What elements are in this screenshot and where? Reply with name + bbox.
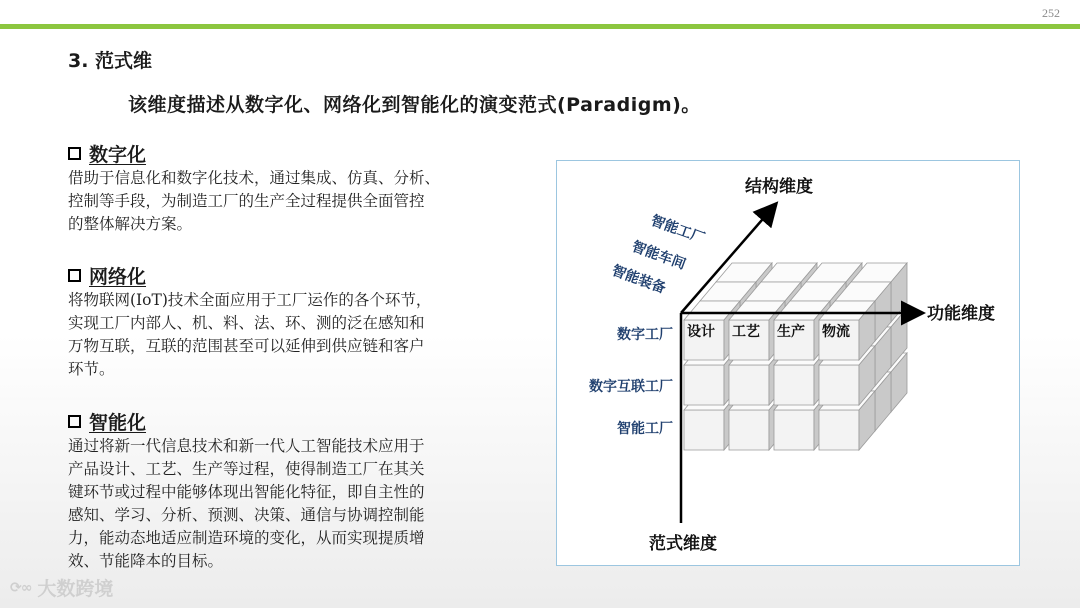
cube-front-face (729, 410, 769, 450)
section-header (68, 408, 554, 434)
structure-label-workshop: 智能车间 (629, 238, 688, 273)
function-label-design: 设计 (687, 324, 715, 340)
body-line: 键环节或过程中能够体现出智能化特征，即自主性的 (68, 483, 425, 501)
body-line: 将物联网(IoT)技术全面应用于工厂运作的各个环节， (68, 291, 432, 309)
section-digitalization (68, 140, 554, 236)
paradigm-axis-label: 范式维度 (649, 534, 717, 554)
body-line: 通过将新一代信息技术和新一代人工智能技术应用于 (68, 437, 425, 455)
function-axis-label: 功能维度 (927, 304, 995, 324)
body-line: 环节。 (68, 360, 115, 378)
slide-subtitle: 该维度描述从数字化、网络化到智能化的演变范式(Paradigm)。 (128, 94, 701, 116)
cube-front-face (684, 365, 724, 405)
function-label-logistics: 物流 (822, 324, 850, 340)
paradigm-label-intelligent: 智能工厂 (617, 421, 673, 437)
slide-title: 3. 范式维 (68, 50, 153, 72)
structure-label-equipment: 智能装备 (609, 262, 668, 297)
body-line: 力，能动态地适应制造环境的变化，从而实现提质增 (68, 529, 425, 547)
body-line: 的整体解决方案。 (68, 215, 193, 233)
square-bullet-icon (68, 269, 81, 282)
section-header (68, 140, 554, 166)
paradigm-label-connected: 数字互联工厂 (589, 379, 673, 395)
cube-front-face (774, 365, 814, 405)
page-number: 252 (1042, 6, 1060, 20)
cube-front-face (774, 410, 814, 450)
cube-front-face (729, 365, 769, 405)
section-intelligentization (68, 408, 554, 573)
section-title: 网络化 (89, 265, 147, 288)
body-line: 效、节能降本的目标。 (68, 552, 224, 570)
smart-manufacturing-cube-diagram (556, 160, 1020, 566)
section-title: 智能化 (89, 411, 147, 434)
watermark (10, 574, 113, 601)
section-body (68, 167, 554, 236)
section-body (68, 289, 554, 381)
body-line: 产品设计、工艺、生产等过程，使得制造工厂在其关 (68, 460, 425, 478)
cube-front-face (819, 410, 859, 450)
body-line: 万物互联，互联的范围甚至可以延伸到供应链和客户 (68, 337, 425, 355)
body-line: 感知、学习、分析、预测、决策、通信与协调控制能 (68, 506, 425, 524)
section-networking (68, 262, 554, 381)
function-label-process: 工艺 (732, 324, 760, 340)
section-title: 数字化 (89, 143, 147, 166)
body-line: 借助于信息化和数字化技术，通过集成、仿真、分析、 (68, 169, 441, 187)
body-line: 实现工厂内部人、机、料、法、环、测的泛在感知和 (68, 314, 425, 332)
paradigm-label-digital: 数字工厂 (617, 327, 673, 343)
watermark-logo-icon: ⟳∞ (10, 579, 32, 596)
top-accent-bar (0, 24, 1080, 29)
structure-axis-label: 结构维度 (745, 177, 813, 197)
watermark-text: 大数跨境 (37, 578, 114, 600)
cube-front-face (819, 365, 859, 405)
section-body (68, 435, 554, 573)
square-bullet-icon (68, 415, 81, 428)
square-bullet-icon (68, 147, 81, 160)
body-line: 控制等手段，为制造工厂的生产全过程提供全面管控 (68, 192, 425, 210)
cube-diagram-svg (557, 161, 1021, 567)
cube-front-face (684, 410, 724, 450)
function-label-production: 生产 (777, 324, 805, 340)
section-header (68, 262, 554, 288)
structure-label-factory: 智能工厂 (648, 212, 707, 247)
